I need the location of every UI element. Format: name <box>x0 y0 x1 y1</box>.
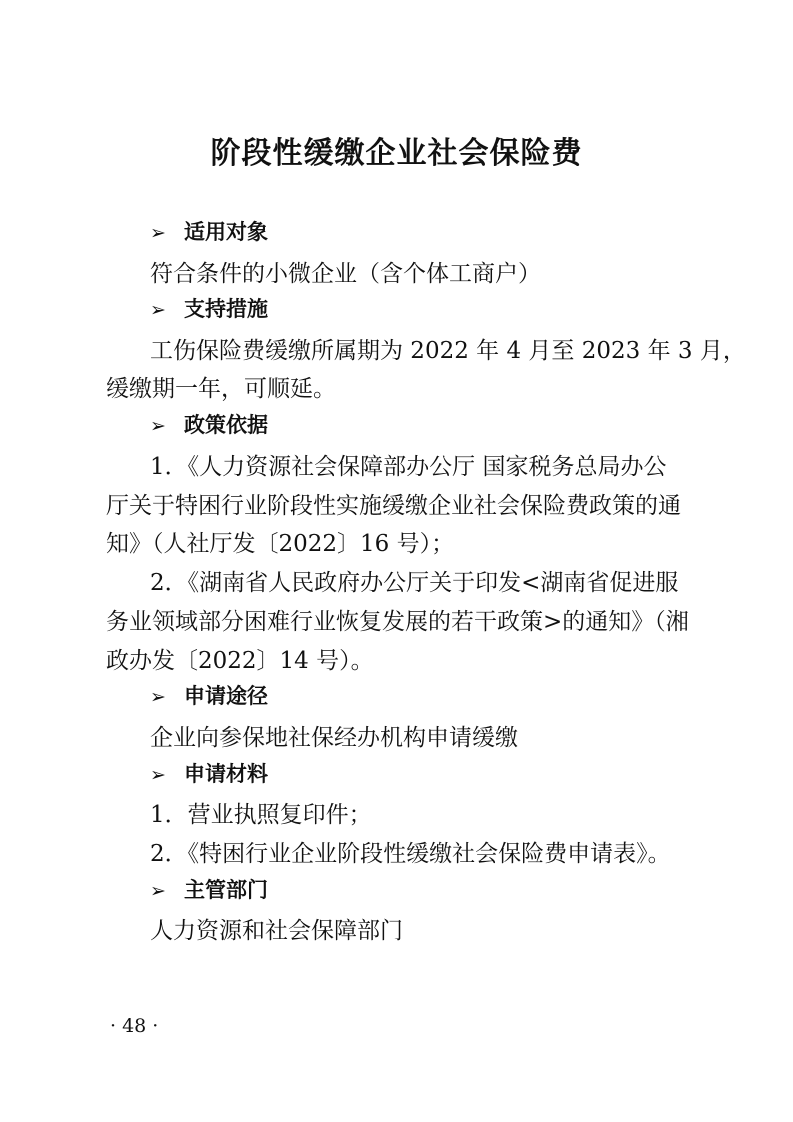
arrow-bullet-icon: ➢ <box>150 880 166 902</box>
body-text-line: 厅关于特困行业阶段性实施缓缴企业社会保险费政策的通 <box>106 493 681 519</box>
arrow-bullet-icon: ➢ <box>150 299 166 321</box>
body-text-line: 1．营业执照复印件； <box>150 802 372 828</box>
arrow-bullet-icon: ➢ <box>150 764 166 786</box>
body-text-line: 2．《湖南省人民政府办公厅关于印发<湖南省促进服 <box>150 570 679 596</box>
section-heading-application-materials: ➢ 申请材料 <box>150 762 268 786</box>
body-text-line: 企业向参保地社保经办机构申请缓缴 <box>150 725 518 751</box>
arrow-bullet-icon: ➢ <box>150 222 166 244</box>
section-heading-competent-department: ➢ 主管部门 <box>150 878 268 902</box>
section-heading-support-measures: ➢ 支持措施 <box>150 297 268 321</box>
arrow-bullet-icon: ➢ <box>150 686 166 708</box>
section-heading-applicable-objects: ➢ 适用对象 <box>150 220 268 244</box>
body-text-line: 1．《人力资源社会保障部办公厅 国家税务总局办公 <box>150 454 667 480</box>
body-text-line: 工伤保险费缓缴所属期为 2022 年 4 月至 2023 年 3 月， <box>150 338 746 364</box>
body-text-line: 符合条件的小微企业（含个体工商户） <box>150 261 541 287</box>
body-text-line: 政办发〔2022〕14 号）。 <box>106 648 374 674</box>
section-heading-application-channel: ➢ 申请途径 <box>150 684 268 708</box>
body-text-line: 缓缴期一年，可顺延。 <box>106 376 336 402</box>
arrow-bullet-icon: ➢ <box>150 415 166 437</box>
body-text-line: 人力资源和社会保障部门 <box>150 918 403 944</box>
body-text-line: 知》（人社厅发〔2022〕16 号）； <box>106 531 455 557</box>
body-text-line: 2．《特困行业企业阶段性缓缴社会保险费申请表》。 <box>150 841 671 867</box>
body-text-line: 务业领域部分困难行业恢复发展的若干政策>的通知》（湘 <box>106 609 689 635</box>
page-title: 阶段性缓缴企业社会保险费 <box>210 136 583 171</box>
page-number: · 48 · <box>110 1015 159 1037</box>
section-heading-policy-basis: ➢ 政策依据 <box>150 413 268 437</box>
